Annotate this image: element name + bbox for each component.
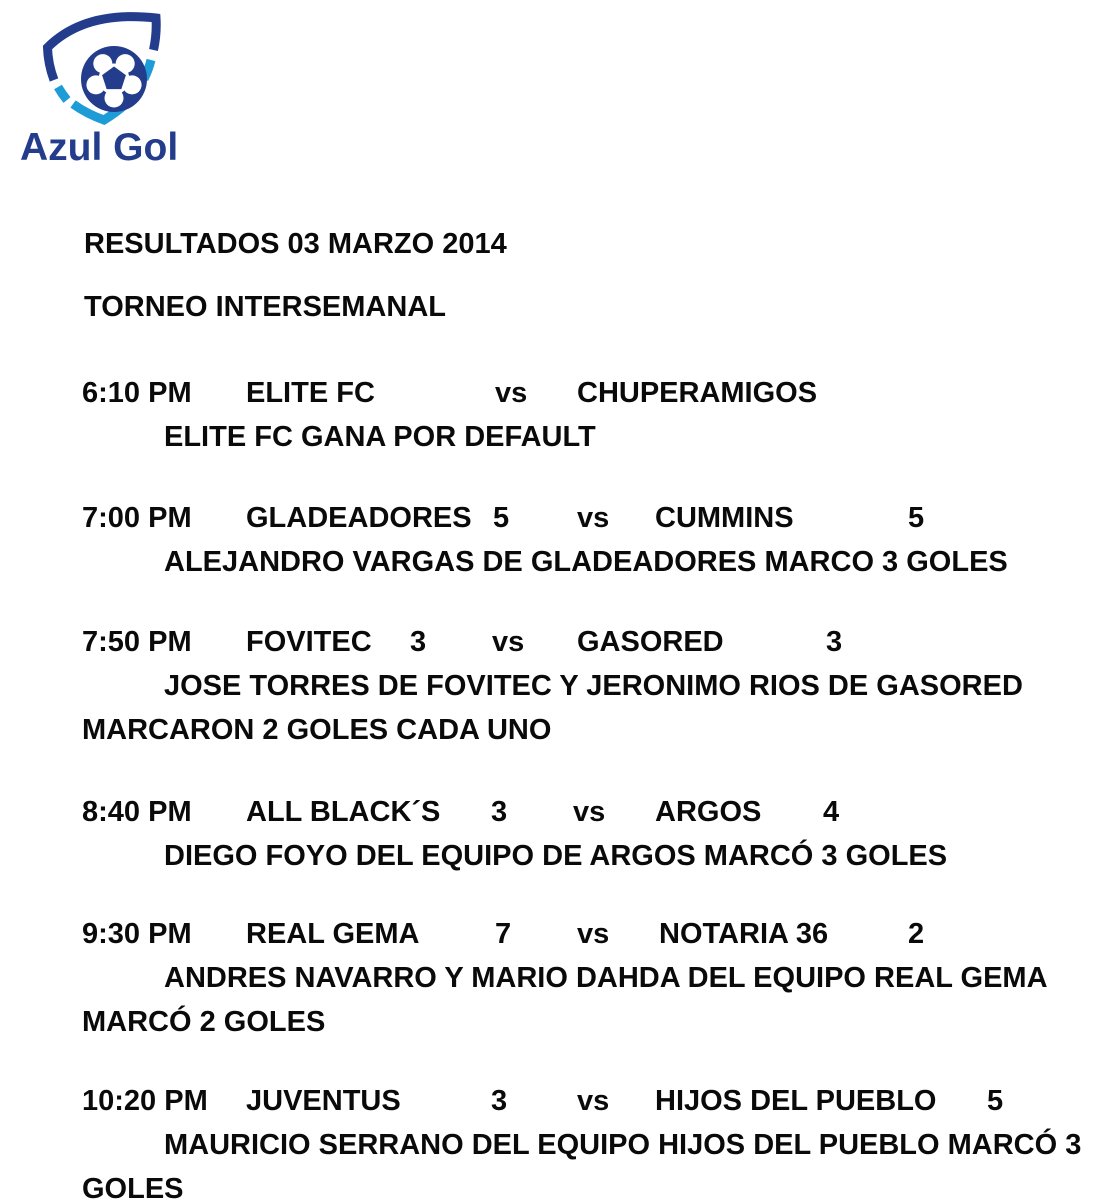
vs-label: vs [573, 796, 606, 828]
match-row [0, 500, 1117, 536]
match-time: 10:20 PM [82, 1085, 208, 1117]
match-note-line [0, 668, 1117, 704]
away-team: GASORED [577, 626, 724, 658]
home-team: ELITE FC [246, 377, 375, 409]
match-note: MAURICIO SERRANO DEL EQUIPO HIJOS DEL PUEBLO MARCÓ 3 [164, 1129, 1082, 1161]
vs-label: vs [577, 918, 610, 950]
match-note: DIEGO FOYO DEL EQUIPO DE ARGOS MARCÓ 3 GOLES [164, 840, 948, 872]
home-score: 5 [493, 502, 510, 534]
home-team: JUVENTUS [246, 1085, 401, 1117]
match-row [0, 916, 1117, 952]
vs-label: vs [492, 626, 525, 658]
match-note-line [0, 419, 1117, 455]
vs-label: vs [495, 377, 528, 409]
away-team: CHUPERAMIGOS [577, 377, 818, 409]
match-note: GOLES [82, 1173, 184, 1200]
match-row [0, 1083, 1117, 1119]
match-note: ELITE FC GANA POR DEFAULT [164, 421, 596, 453]
match-note: MARCARON 2 GOLES CADA UNO [82, 714, 552, 746]
match-note-line [0, 960, 1117, 996]
away-score: 5 [908, 502, 925, 534]
home-score: 3 [410, 626, 427, 658]
away-score: 4 [823, 796, 840, 828]
page-title: RESULTADOS 03 MARZO 2014 [84, 228, 507, 260]
away-score: 2 [908, 918, 925, 950]
home-score: 7 [495, 918, 512, 950]
match-note-line [0, 712, 1117, 748]
home-team: ALL BLACK´S [246, 796, 441, 828]
match-row [0, 375, 1117, 411]
vs-label: vs [577, 1085, 610, 1117]
home-team: REAL GEMA [246, 918, 420, 950]
header-title-line [0, 226, 1117, 262]
home-team: FOVITEC [246, 626, 372, 658]
away-score: 5 [987, 1085, 1004, 1117]
match-note-line [0, 1171, 1117, 1200]
away-team: CUMMINS [655, 502, 794, 534]
match-note-line [0, 838, 1117, 874]
header-subtitle-line [0, 289, 1117, 325]
match-row [0, 624, 1117, 660]
match-note: ANDRES NAVARRO Y MARIO DAHDA DEL EQUIPO REAL GEMA [164, 962, 1048, 994]
home-score: 3 [491, 1085, 508, 1117]
away-team: HIJOS DEL PUEBLO [655, 1085, 937, 1117]
match-time: 8:40 PM [82, 796, 192, 828]
brand-wordmark: Azul Gol [20, 126, 179, 169]
match-time: 7:00 PM [82, 502, 192, 534]
home-score: 3 [491, 796, 508, 828]
match-note: JOSE TORRES DE FOVITEC Y JERONIMO RIOS DE GASORED [164, 670, 1023, 702]
match-row [0, 794, 1117, 830]
match-time: 9:30 PM [82, 918, 192, 950]
match-time: 6:10 PM [82, 377, 192, 409]
away-team: NOTARIA 36 [659, 918, 829, 950]
azul-gol-logo [0, 0, 220, 185]
home-team: GLADEADORES [246, 502, 472, 534]
page-subtitle: TORNEO INTERSEMANAL [84, 291, 446, 323]
away-score: 3 [826, 626, 843, 658]
match-time: 7:50 PM [82, 626, 192, 658]
match-note-line [0, 544, 1117, 580]
away-team: ARGOS [655, 796, 762, 828]
match-note-line [0, 1127, 1117, 1163]
vs-label: vs [577, 502, 610, 534]
match-note: MARCÓ 2 GOLES [82, 1006, 326, 1038]
match-note-line [0, 1004, 1117, 1040]
shield-soccer-ball-icon [30, 8, 180, 128]
match-note: ALEJANDRO VARGAS DE GLADEADORES MARCO 3 GOLES [164, 546, 1008, 578]
